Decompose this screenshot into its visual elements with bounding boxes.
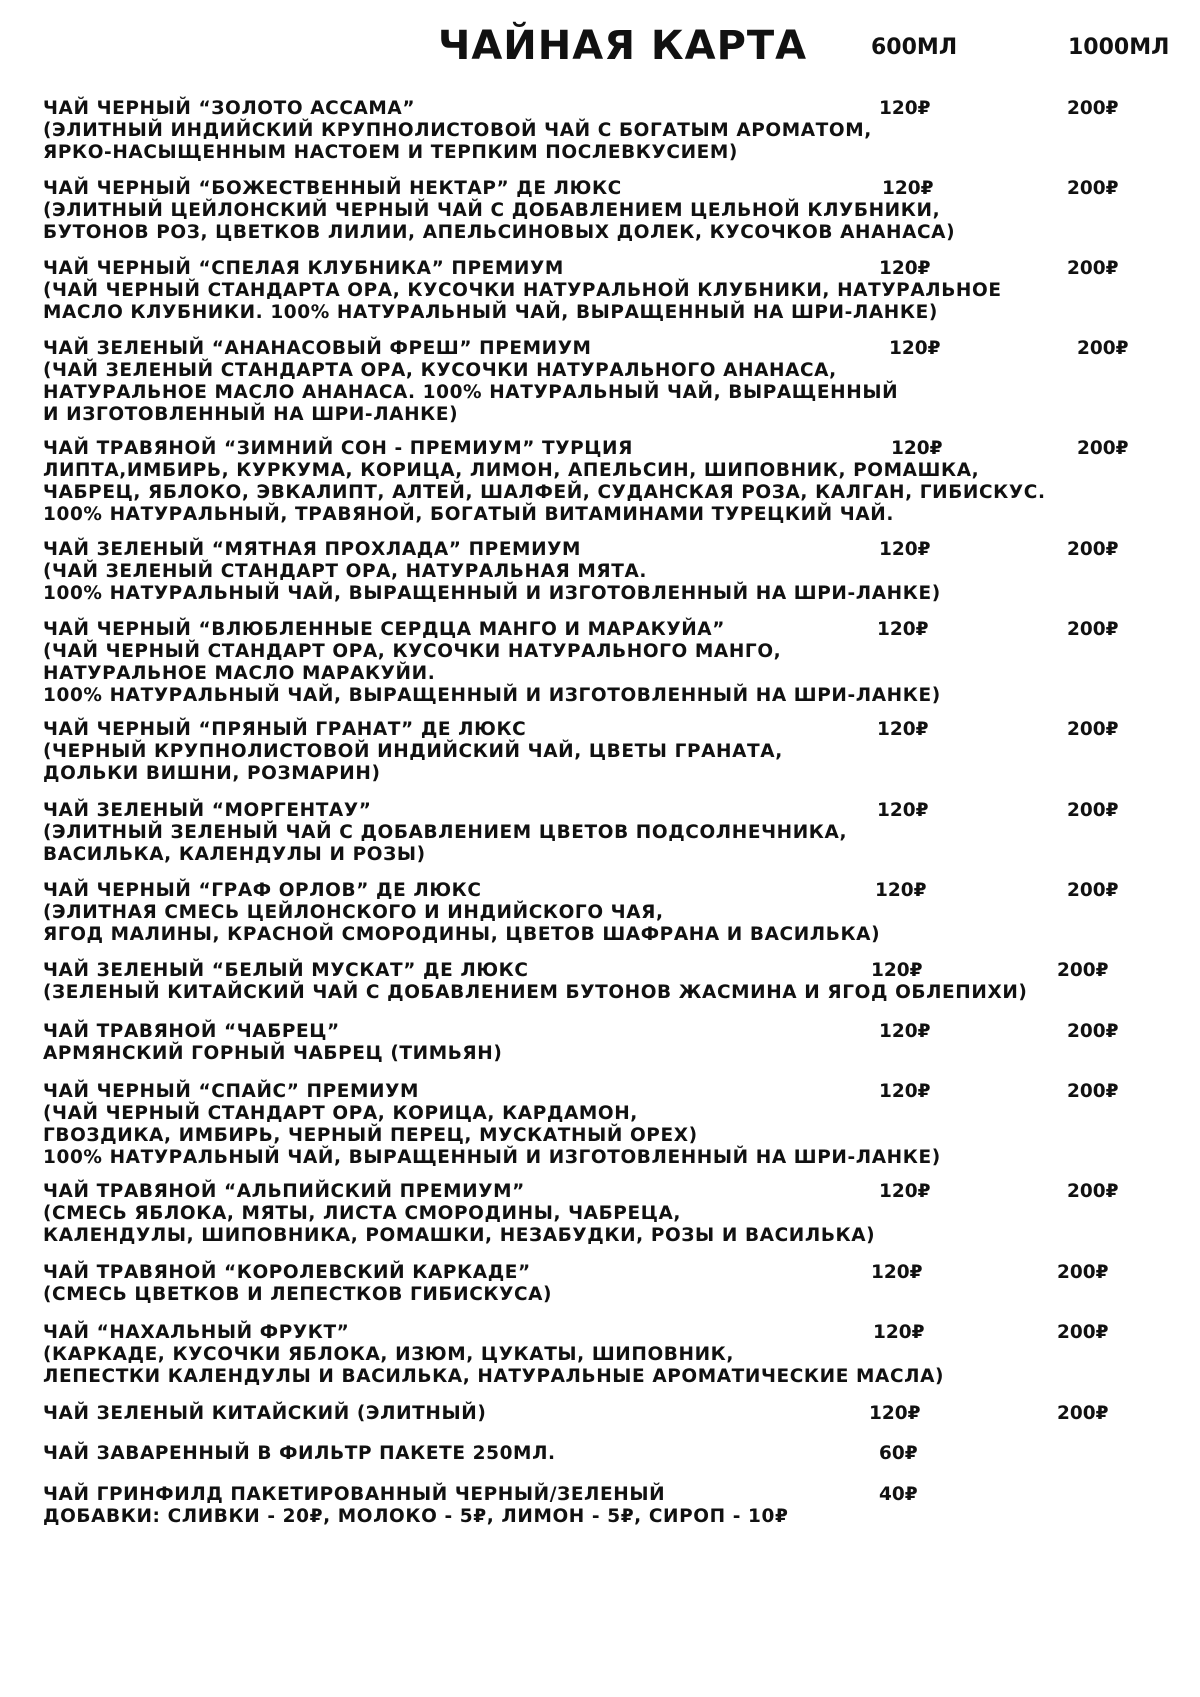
price-1000ml: 200₽ [1057, 1322, 1109, 1343]
menu-item [43, 1021, 1183, 1065]
menu-item-description: МАСЛО КЛУБНИКИ. 100% НАТУРАЛЬНЫЙ ЧАЙ, ВЫРАЩЕННЫЙ НА ШРИ-ЛАНКЕ) [43, 302, 938, 323]
menu-item-description: ЛИПТА,ИМБИРЬ, КУРКУМА, КОРИЦА, ЛИМОН, АПЕЛЬСИН, ШИПОВНИК, РОМАШКА, [43, 460, 980, 481]
price-600ml: 120₽ [877, 800, 929, 821]
menu-item-name: ЧАЙ ЧЕРНЫЙ “ЗОЛОТО АССАМА” [43, 98, 416, 119]
menu-item-description: ЧАБРЕЦ, ЯБЛОКО, ЭВКАЛИПТ, АЛТЕЙ, ШАЛФЕЙ, СУДАНСКАЯ РОЗА, КАЛГАН, ГИБИСКУС. [43, 482, 1046, 503]
menu-item [43, 1484, 1183, 1528]
price-1000ml: 200₽ [1067, 619, 1119, 640]
menu-item-description: (СМЕСЬ ЦВЕТКОВ И ЛЕПЕСТКОВ ГИБИСКУСА) [43, 1284, 553, 1305]
menu-item-description: ЛЕПЕСТКИ КАЛЕНДУЛЫ И ВАСИЛЬКА, НАТУРАЛЬНЫЕ АРОМАТИЧЕСКИЕ МАСЛА) [43, 1366, 945, 1387]
menu-item [43, 258, 1183, 324]
price-600ml: 120₽ [882, 178, 934, 199]
menu-item-description: (ЧАЙ ЧЕРНЫЙ СТАНДАРТ ОРА, КОРИЦА, КАРДАМОН, [43, 1103, 638, 1124]
menu-item-description: ДОБАВКИ: СЛИВКИ - 20₽, МОЛОКО - 5₽, ЛИМОН - 5₽, СИРОП - 10₽ [43, 1506, 789, 1527]
menu-item-description: (СМЕСЬ ЯБЛОКА, МЯТЫ, ЛИСТА СМОРОДИНЫ, ЧАБРЕЦА, [43, 1203, 682, 1224]
price-1000ml: 200₽ [1057, 1403, 1109, 1424]
menu-item [43, 1181, 1183, 1247]
menu-item [43, 1322, 1183, 1388]
price-1000ml: 200₽ [1067, 1081, 1119, 1102]
menu-item [43, 880, 1183, 946]
menu-item-description: (ЭЛИТНАЯ СМЕСЬ ЦЕЙЛОНСКОГО И ИНДИЙСКОГО ЧАЯ, [43, 902, 664, 923]
menu-item-name: ЧАЙ “НАХАЛЬНЫЙ ФРУКТ” [43, 1322, 350, 1343]
price-600ml: 60₽ [879, 1443, 918, 1464]
price-600ml: 120₽ [869, 1403, 921, 1424]
menu-item-description: НАТУРАЛЬНОЕ МАСЛО АНАНАСА. 100% НАТУРАЛЬНЫЙ ЧАЙ, ВЫРАЩЕННЫЙ [43, 382, 899, 403]
price-600ml: 120₽ [877, 719, 929, 740]
price-600ml: 120₽ [879, 539, 931, 560]
price-1000ml: 200₽ [1067, 539, 1119, 560]
menu-item-description: (ЭЛИТНЫЙ ЦЕЙЛОНСКИЙ ЧЕРНЫЙ ЧАЙ С ДОБАВЛЕНИЕМ ЦЕЛЬНОЙ КЛУБНИКИ, [43, 200, 941, 221]
menu-item-name: ЧАЙ ЧЕРНЫЙ “ПРЯНЫЙ ГРАНАТ” ДЕ ЛЮКС [43, 719, 527, 740]
column-header-1000ml: 1000МЛ [1068, 35, 1170, 60]
menu-item-description: (ЭЛИТНЫЙ ЗЕЛЕНЫЙ ЧАЙ С ДОБАВЛЕНИЕМ ЦВЕТОВ ПОДСОЛНЕЧНИКА, [43, 822, 848, 843]
price-600ml: 120₽ [879, 258, 931, 279]
menu-item-description: КАЛЕНДУЛЫ, ШИПОВНИКА, РОМАШКИ, НЕЗАБУДКИ, РОЗЫ И ВАСИЛЬКА) [43, 1225, 876, 1246]
menu-item-name: ЧАЙ ЗАВАРЕННЫЙ В ФИЛЬТР ПАКЕТЕ 250МЛ. [43, 1443, 556, 1464]
price-600ml: 120₽ [879, 1021, 931, 1042]
price-600ml: 40₽ [879, 1484, 918, 1505]
menu-item-name: ЧАЙ ТРАВЯНОЙ “КОРОЛЕВСКИЙ КАРКАДЕ” [43, 1262, 531, 1283]
menu-item [43, 178, 1183, 244]
menu-item [43, 719, 1183, 785]
menu-item-description: И ИЗГОТОВЛЕННЫЙ НА ШРИ-ЛАНКЕ) [43, 404, 459, 425]
menu-item-description: (ЧАЙ ЧЕРНЫЙ СТАНДАРТА ОРА, КУСОЧКИ НАТУРАЛЬНОЙ КЛУБНИКИ, НАТУРАЛЬНОЕ [43, 280, 1002, 301]
menu-item-name: ЧАЙ ЧЕРНЫЙ “ВЛЮБЛЕННЫЕ СЕРДЦА МАНГО И МАРАКУЙА” [43, 619, 725, 640]
price-600ml: 120₽ [889, 338, 941, 359]
menu-item [43, 98, 1183, 164]
menu-item-description: (ЧАЙ ЗЕЛЕНЫЙ СТАНДАРТ ОРА, НАТУРАЛЬНАЯ МЯТА. [43, 561, 648, 582]
menu-item-name: ЧАЙ ЧЕРНЫЙ “СПАЙС” ПРЕМИУМ [43, 1081, 419, 1102]
page-title: ЧАЙНАЯ КАРТА [438, 23, 808, 69]
menu-item-description: 100% НАТУРАЛЬНЫЙ ЧАЙ, ВЫРАЩЕННЫЙ И ИЗГОТОВЛЕННЫЙ НА ШРИ-ЛАНКЕ) [43, 583, 941, 604]
menu-item-description: 100% НАТУРАЛЬНЫЙ ЧАЙ, ВЫРАЩЕННЫЙ И ИЗГОТОВЛЕННЫЙ НА ШРИ-ЛАНКЕ) [43, 1147, 941, 1168]
menu-item-description: БУТОНОВ РОЗ, ЦВЕТКОВ ЛИЛИИ, АПЕЛЬСИНОВЫХ ДОЛЕК, КУСОЧКОВ АНАНАСА) [43, 222, 956, 243]
menu-item-description: 100% НАТУРАЛЬНЫЙ ЧАЙ, ВЫРАЩЕННЫЙ И ИЗГОТОВЛЕННЫЙ НА ШРИ-ЛАНКЕ) [43, 685, 941, 706]
menu-item-name: ЧАЙ ЗЕЛЕНЫЙ “МОРГЕНТАУ” [43, 800, 372, 821]
menu-item-description: (ЭЛИТНЫЙ ИНДИЙСКИЙ КРУПНОЛИСТОВОЙ ЧАЙ С БОГАТЫМ АРОМАТОМ, [43, 120, 872, 141]
menu-item [43, 438, 1183, 526]
menu-item [43, 1262, 1183, 1306]
price-600ml: 120₽ [879, 1081, 931, 1102]
price-600ml: 120₽ [873, 1322, 925, 1343]
menu-item [43, 338, 1183, 426]
price-1000ml: 200₽ [1067, 719, 1119, 740]
menu-item-name: ЧАЙ ЧЕРНЫЙ “БОЖЕСТВЕННЫЙ НЕКТАР” ДЕ ЛЮКС [43, 178, 622, 199]
menu-item [43, 1403, 1183, 1425]
price-1000ml: 200₽ [1067, 880, 1119, 901]
price-600ml: 120₽ [879, 98, 931, 119]
price-1000ml: 200₽ [1057, 1262, 1109, 1283]
menu-item-description: (ЧАЙ ЗЕЛЕНЫЙ СТАНДАРТА ОРА, КУСОЧКИ НАТУРАЛЬНОГО АНАНАСА, [43, 360, 837, 381]
column-header-600ml: 600МЛ [871, 35, 958, 60]
menu-item-name: ЧАЙ ТРАВЯНОЙ “ЧАБРЕЦ” [43, 1021, 340, 1042]
price-1000ml: 200₽ [1067, 98, 1119, 119]
menu-item [43, 619, 1183, 707]
price-600ml: 120₽ [871, 960, 923, 981]
price-1000ml: 200₽ [1067, 258, 1119, 279]
menu-item-description: 100% НАТУРАЛЬНЫЙ, ТРАВЯНОЙ, БОГАТЫЙ ВИТАМИНАМИ ТУРЕЦКИЙ ЧАЙ. [43, 504, 894, 525]
price-1000ml: 200₽ [1077, 438, 1129, 459]
price-600ml: 120₽ [871, 1262, 923, 1283]
menu-item [43, 1443, 1183, 1465]
price-1000ml: 200₽ [1067, 800, 1119, 821]
menu-item-name: ЧАЙ ТРАВЯНОЙ “АЛЬПИЙСКИЙ ПРЕМИУМ” [43, 1181, 525, 1202]
price-1000ml: 200₽ [1077, 338, 1129, 359]
menu-item-description: (КАРКАДЕ, КУСОЧКИ ЯБЛОКА, ИЗЮМ, ЦУКАТЫ, ШИПОВНИК, [43, 1344, 735, 1365]
menu-item-description: АРМЯНСКИЙ ГОРНЫЙ ЧАБРЕЦ (ТИМЬЯН) [43, 1043, 503, 1064]
price-1000ml: 200₽ [1057, 960, 1109, 981]
menu-item-description: ДОЛЬКИ ВИШНИ, РОЗМАРИН) [43, 763, 381, 784]
menu-item-name: ЧАЙ ЗЕЛЕНЫЙ “АНАНАСОВЫЙ ФРЕШ” ПРЕМИУМ [43, 338, 592, 359]
menu-item [43, 1081, 1183, 1169]
menu-item-name: ЧАЙ ТРАВЯНОЙ “ЗИМНИЙ СОН - ПРЕМИУМ” ТУРЦИЯ [43, 438, 633, 459]
menu-item-description: ГВОЗДИКА, ИМБИРЬ, ЧЕРНЫЙ ПЕРЕЦ, МУСКАТНЫЙ ОРЕХ) [43, 1125, 698, 1146]
price-600ml: 120₽ [877, 619, 929, 640]
menu-item-name: ЧАЙ ЧЕРНЫЙ “СПЕЛАЯ КЛУБНИКА” ПРЕМИУМ [43, 258, 564, 279]
price-600ml: 120₽ [891, 438, 943, 459]
menu-item-description: НАТУРАЛЬНОЕ МАСЛО МАРАКУЙИ. [43, 663, 436, 684]
menu-item-name: ЧАЙ ЗЕЛЕНЫЙ “МЯТНАЯ ПРОХЛАДА” ПРЕМИУМ [43, 539, 582, 560]
menu-item-description: (ЗЕЛЕНЫЙ КИТАЙСКИЙ ЧАЙ С ДОБАВЛЕНИЕМ БУТОНОВ ЖАСМИНА И ЯГОД ОБЛЕПИХИ) [43, 982, 1028, 1003]
menu-item-description: ВАСИЛЬКА, КАЛЕНДУЛЫ И РОЗЫ) [43, 844, 426, 865]
menu-item [43, 800, 1183, 866]
menu-item-name: ЧАЙ ЧЕРНЫЙ “ГРАФ ОРЛОВ” ДЕ ЛЮКС [43, 880, 482, 901]
menu-item-description: (ЧАЙ ЧЕРНЫЙ СТАНДАРТ ОРА, КУСОЧКИ НАТУРАЛЬНОГО МАНГО, [43, 641, 782, 662]
menu-item-name: ЧАЙ ГРИНФИЛД ПАКЕТИРОВАННЫЙ ЧЕРНЫЙ/ЗЕЛЕНЫЙ [43, 1484, 666, 1505]
price-1000ml: 200₽ [1067, 1021, 1119, 1042]
menu-item [43, 960, 1183, 1004]
price-600ml: 120₽ [879, 1181, 931, 1202]
menu-item-description: ЯРКО-НАСЫЩЕННЫМ НАСТОЕМ И ТЕРПКИМ ПОСЛЕВКУСИЕМ) [43, 142, 738, 163]
menu-item-description: (ЧЕРНЫЙ КРУПНОЛИСТОВОЙ ИНДИЙСКИЙ ЧАЙ, ЦВЕТЫ ГРАНАТА, [43, 741, 783, 762]
menu-item [43, 539, 1183, 605]
price-1000ml: 200₽ [1067, 178, 1119, 199]
menu-item-description: ЯГОД МАЛИНЫ, КРАСНОЙ СМОРОДИНЫ, ЦВЕТОВ ШАФРАНА И ВАСИЛЬКА) [43, 924, 881, 945]
price-600ml: 120₽ [875, 880, 927, 901]
price-1000ml: 200₽ [1067, 1181, 1119, 1202]
menu-item-name: ЧАЙ ЗЕЛЕНЫЙ КИТАЙСКИЙ (ЭЛИТНЫЙ) [43, 1403, 487, 1424]
menu-item-name: ЧАЙ ЗЕЛЕНЫЙ “БЕЛЫЙ МУСКАТ” ДЕ ЛЮКС [43, 960, 529, 981]
